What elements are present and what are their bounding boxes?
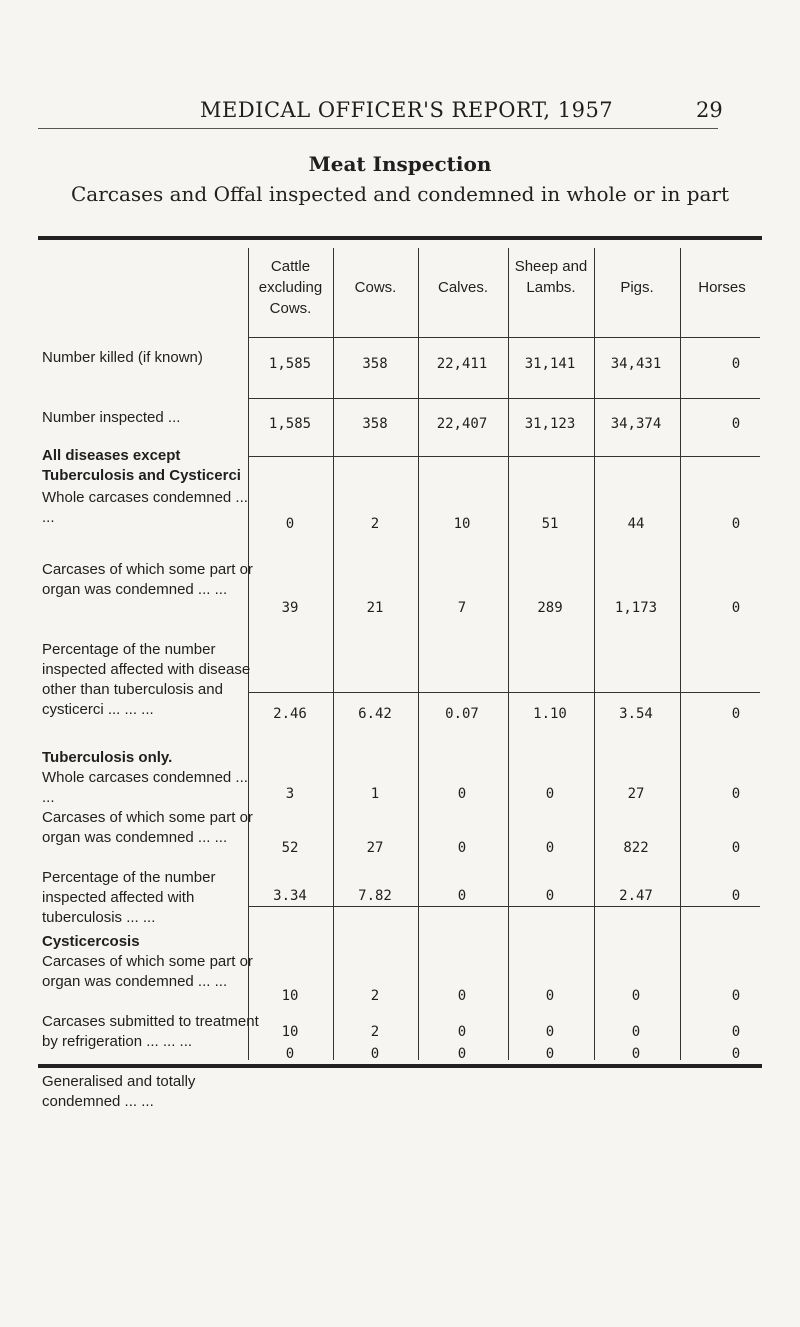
table-cell: 0 (631, 988, 641, 1004)
table-row (0, 706, 800, 726)
table-cell: 0 (731, 706, 741, 722)
table-row (0, 516, 800, 536)
table-cell: 0 (457, 1024, 467, 1040)
table-cell: 6.42 (358, 706, 392, 722)
table-cell: 31,141 (524, 356, 576, 372)
table-cell: 358 (362, 356, 388, 372)
table-cell: 0 (731, 1024, 741, 1040)
table-cell: 0 (731, 516, 741, 532)
table-cell: 0 (731, 988, 741, 1004)
table-cell: 0.07 (445, 706, 479, 722)
table-cell: 7 (457, 600, 467, 616)
table-cell: 22,407 (436, 416, 488, 432)
table-cell: 22,411 (436, 356, 488, 372)
table-cell: 0 (457, 786, 467, 802)
table-cell: 27 (366, 840, 384, 856)
row-label: Number inspected ... (42, 409, 181, 426)
table-cell: 27 (627, 786, 645, 802)
table-cell: 1,585 (268, 416, 312, 432)
report-title: MEDICAL OFFICER'S REPORT, 1957 (200, 98, 614, 122)
table-row (0, 1046, 800, 1066)
group-heading: All diseases except Tuberculosis and Cysticerci (42, 447, 241, 484)
row-rule (248, 337, 760, 338)
table-cell: 1.10 (533, 706, 567, 722)
table-cell: 0 (731, 356, 741, 372)
column-header-calves: Calves. (437, 279, 489, 296)
table-cell: 3 (285, 786, 295, 802)
row-label: Carcases of which some part or organ was condemned ... ... (42, 561, 253, 598)
table-cell: 2.46 (273, 706, 307, 722)
table-cell: 0 (731, 600, 741, 616)
row-label: Carcases of which some part or organ was condemned ... ... (42, 809, 253, 846)
row-label: Number killed (if known) (42, 349, 203, 366)
table-cell: 0 (631, 1046, 641, 1062)
table-cell: 1,585 (268, 356, 312, 372)
table-cell: 0 (545, 988, 555, 1004)
row-label: Percentage of the number inspected affected with tuberculosis ... ... (42, 869, 216, 926)
table-row (0, 600, 800, 620)
page-number: 29 (696, 98, 723, 122)
table-cell: 7.82 (358, 888, 392, 904)
table-cell: 0 (285, 516, 295, 532)
table-cell: 10 (281, 988, 299, 1004)
column-header-horses: Horses (698, 279, 746, 296)
table-cell: 2 (370, 1024, 380, 1040)
table-cell: 2.47 (619, 888, 653, 904)
table-cell: 0 (731, 786, 741, 802)
table-cell: 1 (370, 786, 380, 802)
table-cell: 1,173 (614, 600, 658, 616)
table-cell: 0 (631, 1024, 641, 1040)
row-label: Percentage of the number inspected affected with disease other than tuberculosis and cysticerci ... ... ... (42, 641, 251, 718)
header-rule (38, 128, 718, 129)
row-label: Carcases submitted to treatment by refrigeration ... ... ... (42, 1013, 259, 1050)
table-row (0, 840, 800, 860)
table-top-rule (38, 236, 762, 240)
section-title: Meat Inspection (308, 152, 492, 176)
row-rule (248, 456, 760, 457)
row-rule (248, 692, 760, 693)
row-label: Carcases of which some part or organ was condemned ... ... (42, 953, 253, 990)
running-header (0, 98, 800, 128)
table-cell: 10 (281, 1024, 299, 1040)
table-cell: 34,374 (610, 416, 662, 432)
group-heading: Cysticercosis (42, 933, 140, 950)
table-cell: 0 (457, 888, 467, 904)
table-row (0, 988, 800, 1008)
table-cell: 0 (457, 1046, 467, 1062)
table-cell: 0 (457, 840, 467, 856)
table-cell: 39 (281, 600, 299, 616)
table-cell: 0 (731, 888, 741, 904)
table-cell: 52 (281, 840, 299, 856)
table-cell: 0 (545, 888, 555, 904)
column-header-sheep: Sheep and Lambs. (514, 258, 588, 296)
table-row (0, 416, 800, 436)
table-cell: 0 (545, 1046, 555, 1062)
table-cell: 2 (370, 516, 380, 532)
table-row (0, 888, 800, 908)
table-cell: 0 (731, 416, 741, 432)
table-cell: 0 (285, 1046, 295, 1062)
section-subtitle: Carcases and Offal inspected and condemned in whole or in part (70, 182, 730, 206)
table-cell: 34,431 (610, 356, 662, 372)
column-header-pigs: Pigs. (620, 279, 654, 296)
group-heading: Tuberculosis only. (42, 749, 173, 766)
table-cell: 822 (623, 840, 649, 856)
row-label: Generalised and totally condemned ... ... (42, 1073, 196, 1110)
row-rule (248, 398, 760, 399)
table-cell: 0 (545, 840, 555, 856)
table-cell: 21 (366, 600, 384, 616)
column-header-cows: Cows. (354, 279, 397, 296)
table-cell: 0 (370, 1046, 380, 1062)
table-cell: 51 (541, 516, 559, 532)
table-row (0, 356, 800, 376)
table-cell: 31,123 (524, 416, 576, 432)
table-cell: 0 (545, 786, 555, 802)
table-cell: 0 (731, 840, 741, 856)
table-cell: 358 (362, 416, 388, 432)
table-cell: 289 (537, 600, 563, 616)
row-label: Whole carcases condemned ... ... (42, 489, 248, 526)
table-row (0, 1024, 800, 1044)
table-cell: 2 (370, 988, 380, 1004)
table-cell: 0 (731, 1046, 741, 1062)
table-cell: 44 (627, 516, 645, 532)
column-header-cattle: Cattle excluding Cows. (258, 258, 323, 317)
table-cell: 0 (457, 988, 467, 1004)
table-cell: 3.34 (273, 888, 307, 904)
row-label: Whole carcases condemned ... ... (42, 769, 248, 806)
table-row (0, 786, 800, 806)
table-cell: 10 (453, 516, 471, 532)
table-cell: 0 (545, 1024, 555, 1040)
table-cell: 3.54 (619, 706, 653, 722)
